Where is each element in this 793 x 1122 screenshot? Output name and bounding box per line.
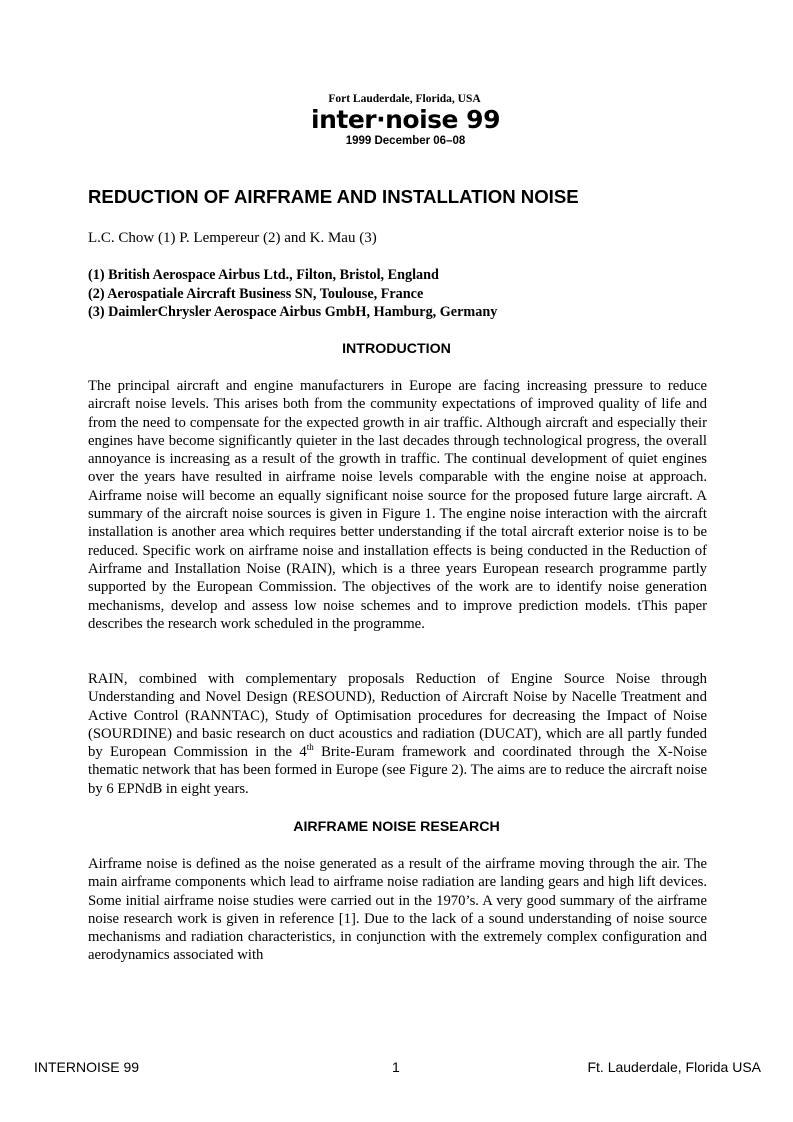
paragraph-text: Brite-Euram framework and coordinated through the X-Noise thematic network that has been formed in Europe (see Figure 2). The aims are to reduce the aircraft noise by 6 EPNdB in eight years. [88,744,707,797]
airframe-paragraph-1: Airframe noise is defined as the noise generated as a result of the airframe moving through the air. The main airframe components which lead to airframe noise radiation are landing gears and high lift devices. Some initial airframe noise studies were carried out in the 1970’s. A very good summary of the airframe noise research work is given in reference [1]. Due to the lack of a sound understanding of noise source mechanisms and radiation characteristics, in conjunction with the extremely complex configuration and aerodynamics associated with [88,856,707,964]
page-number: 1 [392,1059,400,1075]
affiliation-item: (1) British Aerospace Airbus Ltd., Filton, Bristol, England [88,267,439,283]
conference-location: Fort Lauderdale, Florida, USA [328,93,481,105]
internoise-logo: inter·noise 99 [311,105,500,134]
conference-date: 1999 December 06–08 [345,135,466,147]
introduction-paragraph-2 [88,670,707,798]
paragraph-text: RAIN, combined with complementary proposals Reduction of Engine Source Noise through Understanding and Novel Design (RESOUND), Reduction of Aircraft Noise by Nacelle Treatment and Active Control (RANNTAC), Study of Optimisation procedures for decreasing the Impact of Noise (SOURDINE) and basic research on duct acoustics and radiation (DUCAT), which are all partly funded by European Commission in the 4 [88,671,707,761]
paper-title: REDUCTION OF AIRFRAME AND INSTALLATION NOISE [88,186,579,207]
section-heading-introduction: INTRODUCTION [342,341,451,357]
section-heading-airframe-noise-research: AIRFRAME NOISE RESEARCH [293,819,500,835]
affiliation-item: (2) Aerospatiale Aircraft Business SN, Toulouse, France [88,285,424,302]
superscript-ordinal: th [306,742,314,753]
author-list: L.C. Chow (1) P. Lempereur (2) and K. Mau (3) [88,230,377,246]
introduction-paragraph-1: The principal aircraft and engine manufacturers in Europe are facing increasing pressure to reduce aircraft noise levels. This arises both from the community expectations of improved quality of life and from the need to compensate for the expected growth in air traffic. Although aircraft and especially their engines have become significantly quieter in the last decades through technological progress, the overall annoyance is increasing as a result of the growth in traffic. The continual development of quiet engines over the years have resulted in airframe noise levels comparable with the engine noise at approach. Airframe noise will become an equally significant noise source for the proposed future large aircraft. A summary of the aircraft noise sources is given in Figure 1. The engine noise interaction with the aircraft installation is another area which requires better understanding if the total aircraft exterior noise is to be reduced. Specific work on airframe noise and installation effects is being conducted in the Reduction of Airframe and Installation Noise (RAIN), which is a three years European research programme partly supported by the European Commission. The objectives of the work are to identify noise generation mechanisms, develop and assess low noise schemes and to improve prediction models. tThis paper describes the research work scheduled in the programme. [88,378,707,632]
conference-header [0,92,793,148]
footer-left: INTERNOISE 99 [34,1059,140,1075]
affiliation-list [88,266,497,322]
footer-right: Ft. Lauderdale, Florida USA [587,1059,761,1075]
affiliation-item: (3) DaimlerChrysler Aerospace Airbus GmbH, Hamburg, Germany [88,304,498,320]
